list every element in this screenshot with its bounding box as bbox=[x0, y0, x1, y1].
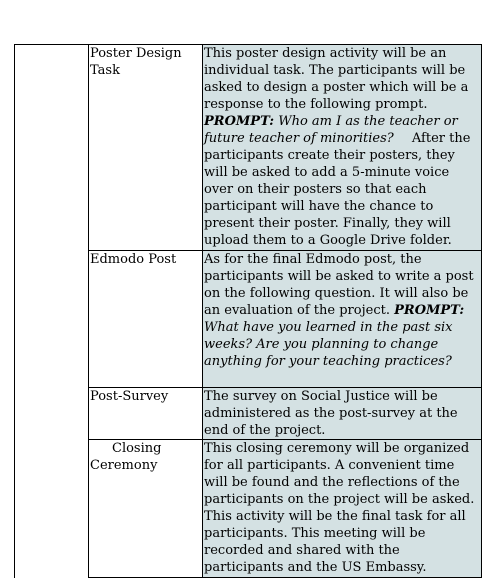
prompt-text: Who am I as the teacher or future teacher of minorities? bbox=[204, 114, 458, 146]
description-cell bbox=[203, 440, 482, 578]
table-row bbox=[15, 45, 482, 251]
prompt-text: What have you learned in the past six weeks? Are you planning to change anything for your teaching practices? bbox=[204, 320, 453, 369]
activity-cell bbox=[89, 440, 203, 578]
prompt-label: PROMPT: bbox=[204, 114, 275, 129]
activities-table bbox=[14, 44, 482, 578]
activity-name: Edmodo Post bbox=[90, 252, 177, 267]
description-text: As for the final Edmodo post, the participants will be asked to write a post on the following question. It will also be an evaluation of the project. bbox=[204, 252, 474, 318]
activity-cell bbox=[89, 45, 203, 251]
description-text: This poster design activity will be an individual task. The participants will be asked to design a poster which will be a response to the following prompt. bbox=[204, 46, 469, 112]
activity-name: Poster Design Task bbox=[90, 46, 182, 78]
activity-name: Post-Survey bbox=[90, 389, 169, 404]
activity-name-line2: Ceremony bbox=[90, 458, 158, 473]
activity-cell bbox=[89, 388, 203, 440]
description-text: The survey on Social Justice will be administered as the post-survey at the end of the project. bbox=[204, 389, 458, 438]
prompt-label: PROMPT: bbox=[394, 303, 465, 318]
empty-cell bbox=[15, 45, 89, 578]
description-cell bbox=[203, 45, 482, 251]
description-text-after: After the participants create their posters, they will be asked to add a 5-minute voice over on their posters so that each participant will have the chance to present their poster. Finally, they will upload them to a Google Drive folder. bbox=[204, 131, 471, 248]
activity-cell bbox=[89, 251, 203, 388]
description-cell bbox=[203, 251, 482, 388]
description-cell bbox=[203, 388, 482, 440]
description-text: This closing ceremony will be organized for all participants. A convenient time will be found and the reflections of the participants on the project will be asked. This activity will be the final task for all participants. This meeting will be recorded and shared with the participants and the US Embassy. bbox=[204, 441, 475, 575]
activity-name-line1: Closing bbox=[112, 441, 162, 456]
